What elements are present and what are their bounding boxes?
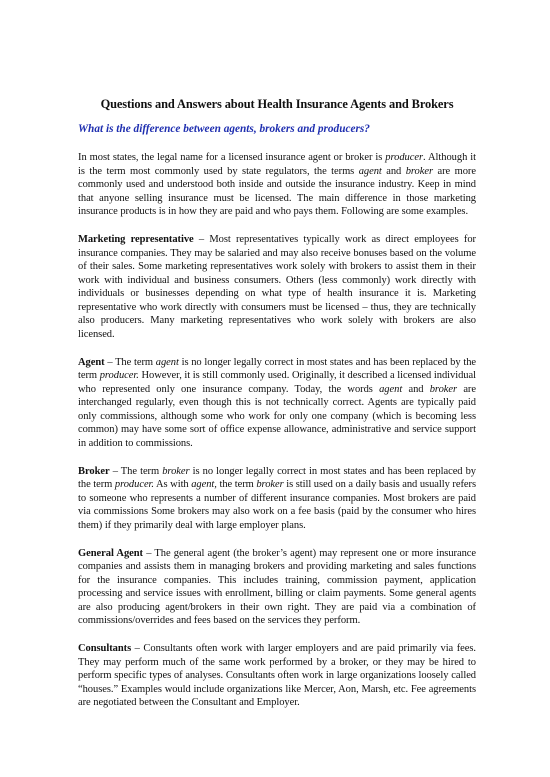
marketing-representative-term: Marketing representative [78, 234, 194, 245]
marketing-representative-paragraph [78, 233, 476, 341]
intro-emphasis: broker [405, 165, 434, 177]
intro-text: and [381, 165, 406, 177]
broker-text: is no longer legally correct in most states and has been replaced by the term [78, 465, 476, 490]
agent-emphasis: agent [379, 383, 403, 395]
consultants-text: – Consultants often work with larger employers and are paid primarily via fees. They may perform much of the same work performed by a broker, or they may be hired to perform specific types of analyses. Consultants often work in large organizations loosely called “houses.” Examples would include organizations like Mercer, Aon, Marsh, etc. Fee agreements are negotiated between the Consultant and Employer. [78, 643, 476, 708]
intro-text: In most states, the legal name for a licensed insurance agent or broker is [78, 152, 386, 163]
broker-emphasis: agent, [191, 479, 217, 490]
general-agent-text: – The general agent (the broker’s agent) may represent one or more insurance companies and assists them in managing brokers and providing marketing and sales functions for the insurance companies. This includes training, commission payment, application processing and service issues with enrollment, billing or claim payments. Some general agents are also producing agent/brokers in their own right. They are paid via a combination of commissions/overrides and fees based on the services they perform. [78, 547, 476, 626]
agent-emphasis: agent [155, 356, 179, 368]
broker-text: – The term [109, 465, 163, 477]
agent-emphasis: producer. [99, 370, 139, 381]
intro-text: are more commonly used and understood both inside and outside the insurance industry. Keep in mind that anyone selling insurance must be licensed. The main difference in those marketing insurance products is in how they are paid and who pays them. Following are some examples. [78, 165, 476, 217]
agent-emphasis: broker [429, 383, 458, 395]
agent-text: and [402, 383, 430, 395]
broker-paragraph [78, 465, 476, 533]
broker-emphasis: producer. [114, 479, 155, 490]
general-agent-term: General Agent [78, 547, 144, 559]
agent-paragraph [78, 356, 476, 451]
intro-text: . Although it is the term most commonly used by state regulators, the terms [78, 152, 476, 177]
intro-emphasis: agent [358, 165, 382, 177]
document-page [78, 96, 476, 724]
broker-text: As with [154, 479, 192, 490]
agent-text: However, it is still commonly used. Originally, it described a licensed individual who represented only one insurance company. Today, the words [78, 370, 476, 395]
consultants-term: Consultants [78, 643, 132, 654]
broker-text: the term [216, 479, 257, 490]
intro-emphasis: producer [385, 152, 424, 163]
broker-term: Broker [78, 465, 110, 477]
broker-emphasis: broker [256, 479, 284, 490]
section-question-heading: What is the difference between agents, brokers and producers? [78, 123, 370, 135]
general-agent-paragraph [78, 547, 476, 628]
intro-paragraph [78, 151, 476, 219]
broker-emphasis: broker [162, 465, 190, 477]
agent-text: is no longer legally correct in most states and has been replaced by the term [78, 356, 476, 381]
consultants-paragraph [78, 642, 476, 710]
marketing-representative-text: – Most representatives typically work as direct employees for insurance companies. They may be salaried and may also receive bonuses based on the volume of their sales. Some marketing representatives work solely with brokers to assist them in their work with individual and business consumers. Others (less commonly) work directly with individuals or businesses depending on what type of health insurance it is. Marketing representative who work directly with consumers must be licensed – thus, they are technically also producers. Many marketing representatives who work solely with brokers are also licensed. [78, 234, 476, 340]
agent-text: – The term [104, 356, 156, 368]
document-title: Questions and Answers about Health Insurance Agents and Brokers [100, 97, 454, 111]
broker-text: is still used on a daily basis and usually refers to someone who represents a number of different insurance companies. Most brokers are paid via commissions Some brokers may also work on a fee basis (paid by the consumer who hires them) if they primarily deal with large employer plans. [78, 479, 476, 531]
agent-term: Agent [78, 356, 105, 368]
agent-text: are interchanged regularly, even though this is not technically correct. Agents are typically paid only commissions, although some who work for only one company (which is becoming less common) may have some sort of office expense allowance, administrative and service support in addition to commissions. [78, 383, 476, 449]
